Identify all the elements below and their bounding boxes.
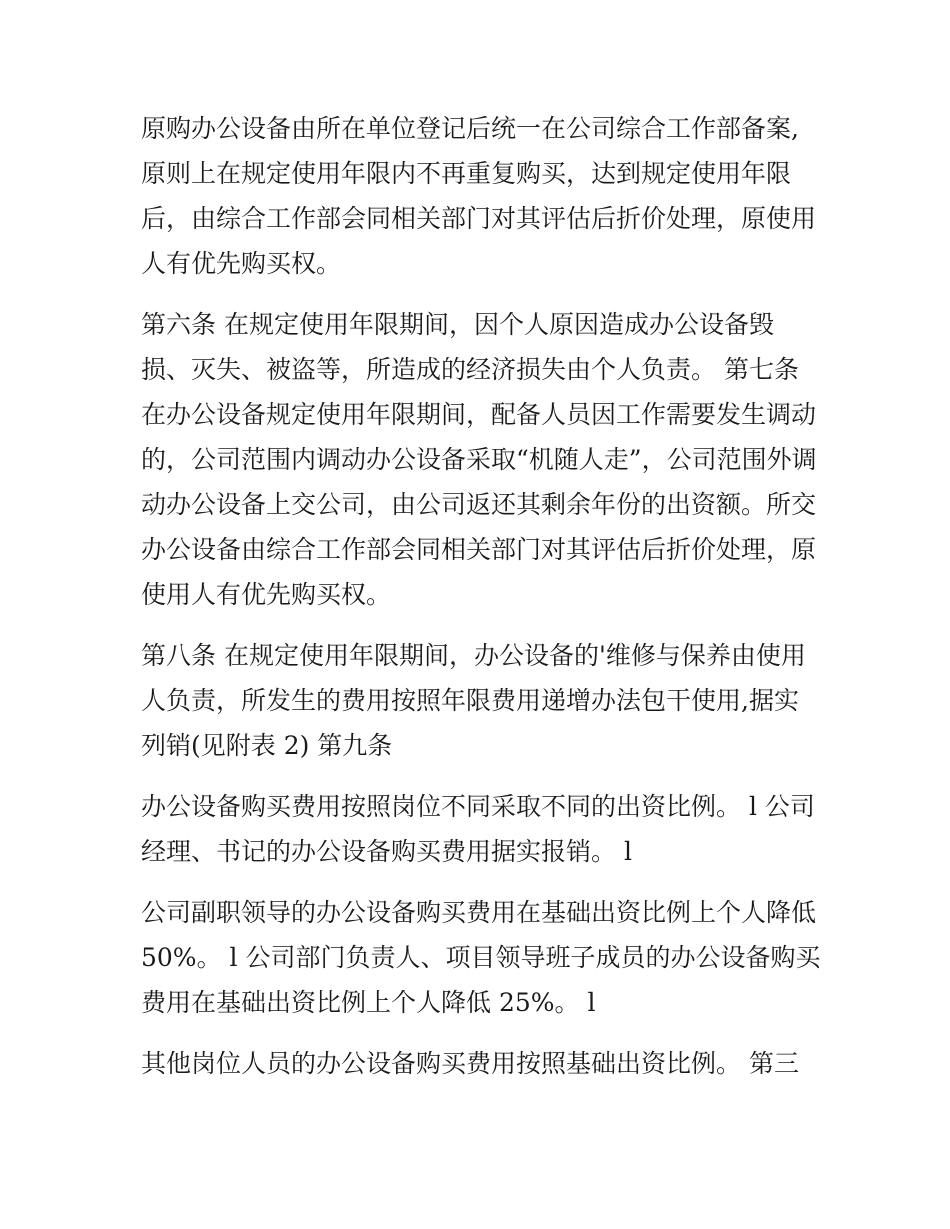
- text-line: 费用在基础出资比例上个人降低 25%。 l: [141, 988, 596, 1017]
- text-line: 列销(见附表 2) 第九条: [141, 731, 393, 760]
- paragraph: [141, 784, 821, 874]
- text-line: 后，由综合工作部会同相关部门对其评估后折价处理，原使用: [141, 204, 817, 233]
- text-line: 其他岗位人员的办公设备购买费用按照基础出资比例。 第三: [141, 1049, 799, 1078]
- text-line: 在办公设备规定使用年限期间，配备人员因工作需要发生调动: [141, 400, 817, 429]
- text-line: 第八条 在规定使用年限期间，办公设备的'维修与保养由使用: [141, 641, 806, 670]
- text-line: 动办公设备上交公司，由公司返还其剩余年份的出资额。所交: [141, 490, 817, 519]
- text-line: 使用人有优先购买权。: [141, 580, 392, 609]
- text-line: 原购办公设备由所在单位登记后统一在公司综合工作部备案,: [141, 114, 799, 143]
- text-line: 人负责，所发生的费用按照年限费用递增办法包干使用,据实: [141, 686, 799, 715]
- text-line: 公司副职领导的办公设备购买费用在基础出资比例上个人降低: [141, 898, 817, 927]
- text-line: 50%。 l 公司部门负责人、项目领导班子成员的办公设备购买: [141, 943, 821, 972]
- text-line: 办公设备由综合工作部会同相关部门对其评估后折价处理，原: [141, 535, 817, 564]
- paragraph: [141, 890, 821, 1025]
- text-line: 办公设备购买费用按照岗位不同采取不同的出资比例。 l 公司: [141, 792, 815, 821]
- paragraph: [141, 633, 821, 768]
- text-line: 损、灭失、被盗等，所造成的经济损失由个人负责。 第七条: [141, 355, 799, 384]
- paragraph: [141, 1041, 821, 1086]
- paragraph: [141, 106, 821, 286]
- text-line: 原则上在规定使用年限内不再重复购买，达到规定使用年限: [141, 159, 792, 188]
- text-line: 第六条 在规定使用年限期间，因个人原因造成办公设备毁: [141, 310, 774, 339]
- text-line: 的，公司范围内调动办公设备采取“机随人走”，公司范围外调: [141, 445, 817, 474]
- paragraph: [141, 302, 821, 617]
- document-body: [141, 106, 821, 1086]
- text-line: 经理、书记的办公设备购买费用据实报销。 l: [141, 837, 632, 866]
- text-line: 人有优先购买权。: [141, 249, 342, 278]
